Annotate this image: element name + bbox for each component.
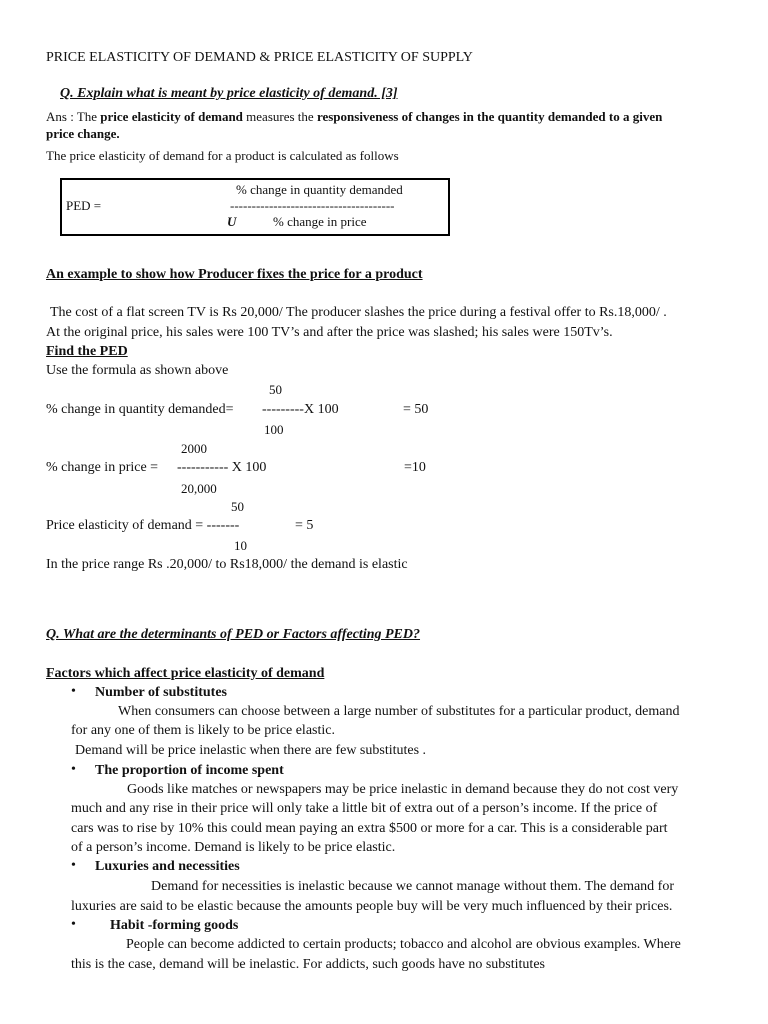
example-heading: An example to show how Producer fixes the price for a product (46, 267, 423, 282)
answer-prefix: Ans : The (46, 109, 101, 124)
ped-fraction-line: -------------------------------------- (230, 198, 395, 213)
elasticity-result: = 5 (295, 518, 314, 533)
price-result: =10 (404, 460, 426, 475)
qty-label: % change in quantity demanded= (46, 402, 234, 417)
factor-1-title: Number of substitutes (95, 685, 227, 700)
use-formula-text: Use the formula as shown above (46, 363, 229, 378)
bullet-icon: • (71, 917, 76, 932)
elasticity-numerator: 50 (231, 499, 244, 514)
answer-mid: measures the (242, 109, 317, 124)
example-paragraph-2: At the original price, his sales were 100 TV’s and after the price was slashed; his sales were 150Tv’s. (46, 325, 613, 340)
question-1: Q. Explain what is meant by price elasticity of demand. [3] (60, 86, 398, 101)
answer-term: price elasticity of demand (100, 109, 243, 124)
ped-symbol: U (227, 214, 237, 229)
price-numerator: 2000 (181, 441, 207, 456)
factor-1-line-3: Demand will be price inelastic when there are few substitutes . (75, 743, 427, 758)
qty-denominator: 100 (264, 422, 284, 437)
qty-result: = 50 (403, 402, 429, 417)
example-paragraph-1: The cost of a flat screen TV is Rs 20,000/ The producer slashes the price during a festival offer to Rs.18,000/ . (50, 305, 667, 320)
ped-numerator: % change in quantity demanded (236, 182, 403, 197)
answer-line-1 (46, 109, 662, 125)
price-label: % change in price = (46, 460, 159, 475)
factor-1-line-2: for any one of them is likely to be price elastic. (71, 723, 335, 738)
factors-heading: Factors which affect price elasticity of demand (46, 666, 325, 681)
factor-3-line-1: Demand for necessities is inelastic because we cannot manage without them. The demand for (151, 879, 675, 894)
factor-2-line-3: cars was to rise by 10% this could mean paying an extra $500 or more for a car. This is a considerable part (71, 821, 668, 836)
ped-denominator: % change in price (273, 214, 367, 229)
price-denominator: 20,000 (181, 481, 217, 496)
answer-definition: responsiveness of changes in the quantity demanded to a given (316, 109, 663, 124)
factor-3-title: Luxuries and necessities (95, 859, 240, 874)
find-ped-heading: Find the PED (46, 344, 128, 359)
factor-2-line-4: of a person’s income. Demand is likely to be price elastic. (71, 840, 396, 855)
conclusion: In the price range Rs .20,000/ to Rs18,000/ the demand is elastic (46, 557, 408, 572)
calc-intro: The price elasticity of demand for a product is calculated as follows (46, 148, 399, 163)
factor-2-line-1: Goods like matches or newspapers may be price inelastic in demand because they do not cost very (127, 782, 679, 797)
ped-formula-box (60, 178, 450, 236)
elasticity-denominator: 10 (234, 538, 247, 553)
bullet-icon: • (71, 762, 76, 777)
factor-2-title: The proportion of income spent (95, 763, 284, 778)
factor-2-line-2: much and any rise in their price will only take a little bit of extra out of a person’s income. If the price of (71, 801, 658, 816)
price-fraction: ----------- X 100 (177, 460, 267, 475)
question-2: Q. What are the determinants of PED or Factors affecting PED? (46, 627, 421, 642)
factor-4-title: Habit -forming goods (110, 918, 239, 933)
page-title: PRICE ELASTICITY OF DEMAND & PRICE ELASTICITY OF SUPPLY (46, 50, 473, 65)
qty-numerator: 50 (269, 382, 282, 397)
bullet-icon: • (71, 684, 76, 699)
bullet-icon: • (71, 858, 76, 873)
factor-4-line-1: People can become addicted to certain products; tobacco and alcohol are obvious examples. Where (126, 937, 681, 952)
factor-1-line-1: When consumers can choose between a large number of substitutes for a particular product, demand (118, 704, 680, 719)
answer-line-2: price change. (46, 126, 120, 141)
ped-label: PED = (66, 198, 102, 213)
factor-4-line-2: this is the case, demand will be inelastic. For addicts, such goods have no substitutes (71, 957, 545, 972)
factor-3-line-2: luxuries are said to be elastic because the amounts people buy will be very much influenced by their prices. (71, 899, 673, 914)
qty-fraction: ---------X 100 (262, 402, 339, 417)
elasticity-label: Price elasticity of demand = ------- (46, 518, 240, 533)
